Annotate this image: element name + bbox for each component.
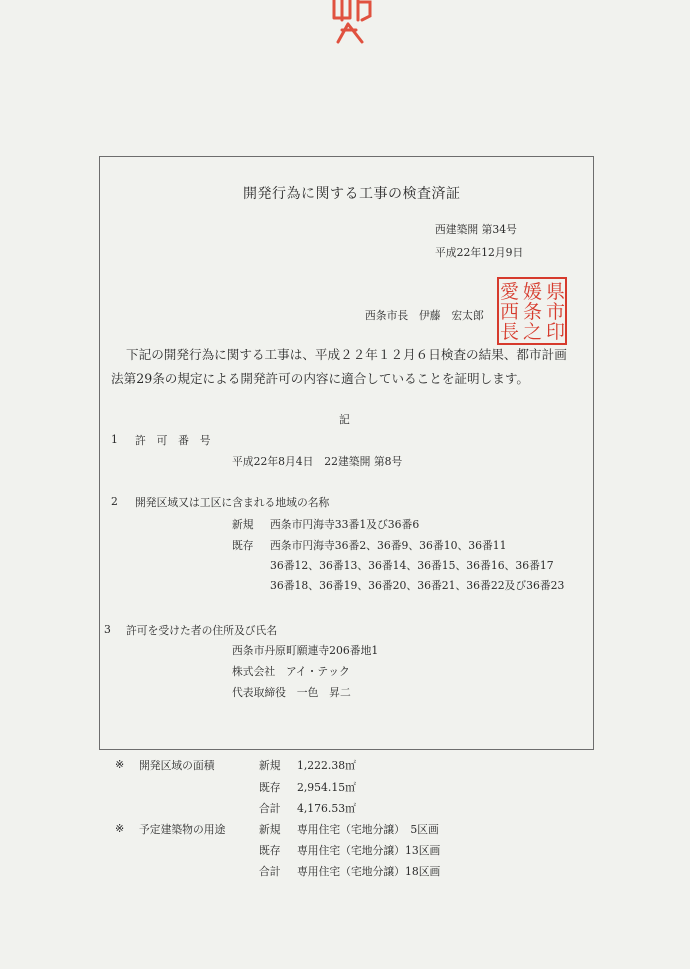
note-mark-area: ※: [115, 758, 125, 771]
use-new-type: 新規: [259, 823, 281, 836]
note-mark-use: ※: [115, 822, 125, 835]
section3-heading: 許可を受けた者の住所及び氏名: [126, 624, 278, 637]
new-area-label: 新規: [232, 518, 254, 531]
statement-line-2: 法第29条の規定による開発許可の内容に適合していることを証明します。: [111, 371, 530, 386]
existing-area-line-1: 西条市円海寺36番2、36番9、36番10、36番11: [270, 539, 507, 552]
area-existing-value: 2,954.15㎡: [297, 781, 356, 794]
permittee-company: 株式会社 アイ・テック: [232, 665, 350, 678]
svg-text:印: 印: [546, 321, 566, 343]
certificate-title: 開発行為に関する工事の検査済証: [243, 186, 461, 202]
issuer-name: 西条市長 伊藤 宏太郎: [365, 309, 484, 322]
section2-heading: 開発区域又は工区に含まれる地域の名称: [135, 496, 330, 509]
existing-area-line-2: 36番12、36番13、36番14、36番15、36番16、36番17: [270, 559, 554, 572]
new-area-value: 西条市円海寺33番1及び36番6: [270, 518, 420, 531]
svg-text:媛: 媛: [523, 281, 543, 303]
use-total-type: 合計: [259, 865, 281, 878]
area-existing-type: 既存: [259, 781, 281, 794]
issue-date: 平成22年12月9日: [435, 246, 524, 259]
svg-text:西: 西: [500, 301, 520, 323]
area-total-value: 4,176.53㎡: [297, 802, 356, 815]
document-number: 西建築開 第34号: [435, 223, 517, 236]
existing-area-line-3: 36番18、36番19、36番20、36番21、36番22及び36番23: [270, 579, 565, 592]
use-label: 予定建築物の用途: [139, 823, 226, 836]
top-stamp-icon: [328, 0, 374, 44]
area-new-value: 1,222.38㎡: [297, 759, 356, 772]
official-seal-icon: [496, 276, 568, 346]
section1-heading: 許 可 番 号: [135, 434, 211, 447]
svg-text:市: 市: [546, 301, 566, 323]
section3-number: 3: [104, 623, 111, 636]
area-new-type: 新規: [259, 759, 281, 772]
use-existing-value: 専用住宅（宅地分譲）13区画: [297, 844, 441, 857]
svg-text:之: 之: [523, 321, 543, 343]
existing-area-label: 既存: [232, 539, 254, 552]
svg-text:愛: 愛: [500, 281, 520, 303]
statement-line-1: 下記の開発行為に関する工事は、平成２２年１２月６日検査の結果、都市計画: [126, 347, 567, 362]
svg-text:条: 条: [523, 301, 543, 323]
section2-number: 2: [111, 495, 118, 508]
permittee-representative: 代表取締役 一色 昇二: [232, 686, 351, 699]
permit-number: 平成22年8月4日 22建築開 第8号: [232, 455, 403, 468]
use-existing-type: 既存: [259, 844, 281, 857]
use-new-value: 専用住宅（宅地分譲） 5区画: [297, 823, 439, 836]
area-total-type: 合計: [259, 802, 281, 815]
section1-number: 1: [111, 433, 118, 446]
permittee-address: 西条市丹原町願連寺206番地1: [232, 644, 379, 657]
use-total-value: 専用住宅（宅地分譲）18区画: [297, 865, 441, 878]
seal-line-1: 県: [546, 281, 566, 303]
svg-text:長: 長: [500, 321, 520, 343]
ki-heading: 記: [339, 413, 350, 426]
area-label: 開発区域の面積: [139, 759, 215, 772]
